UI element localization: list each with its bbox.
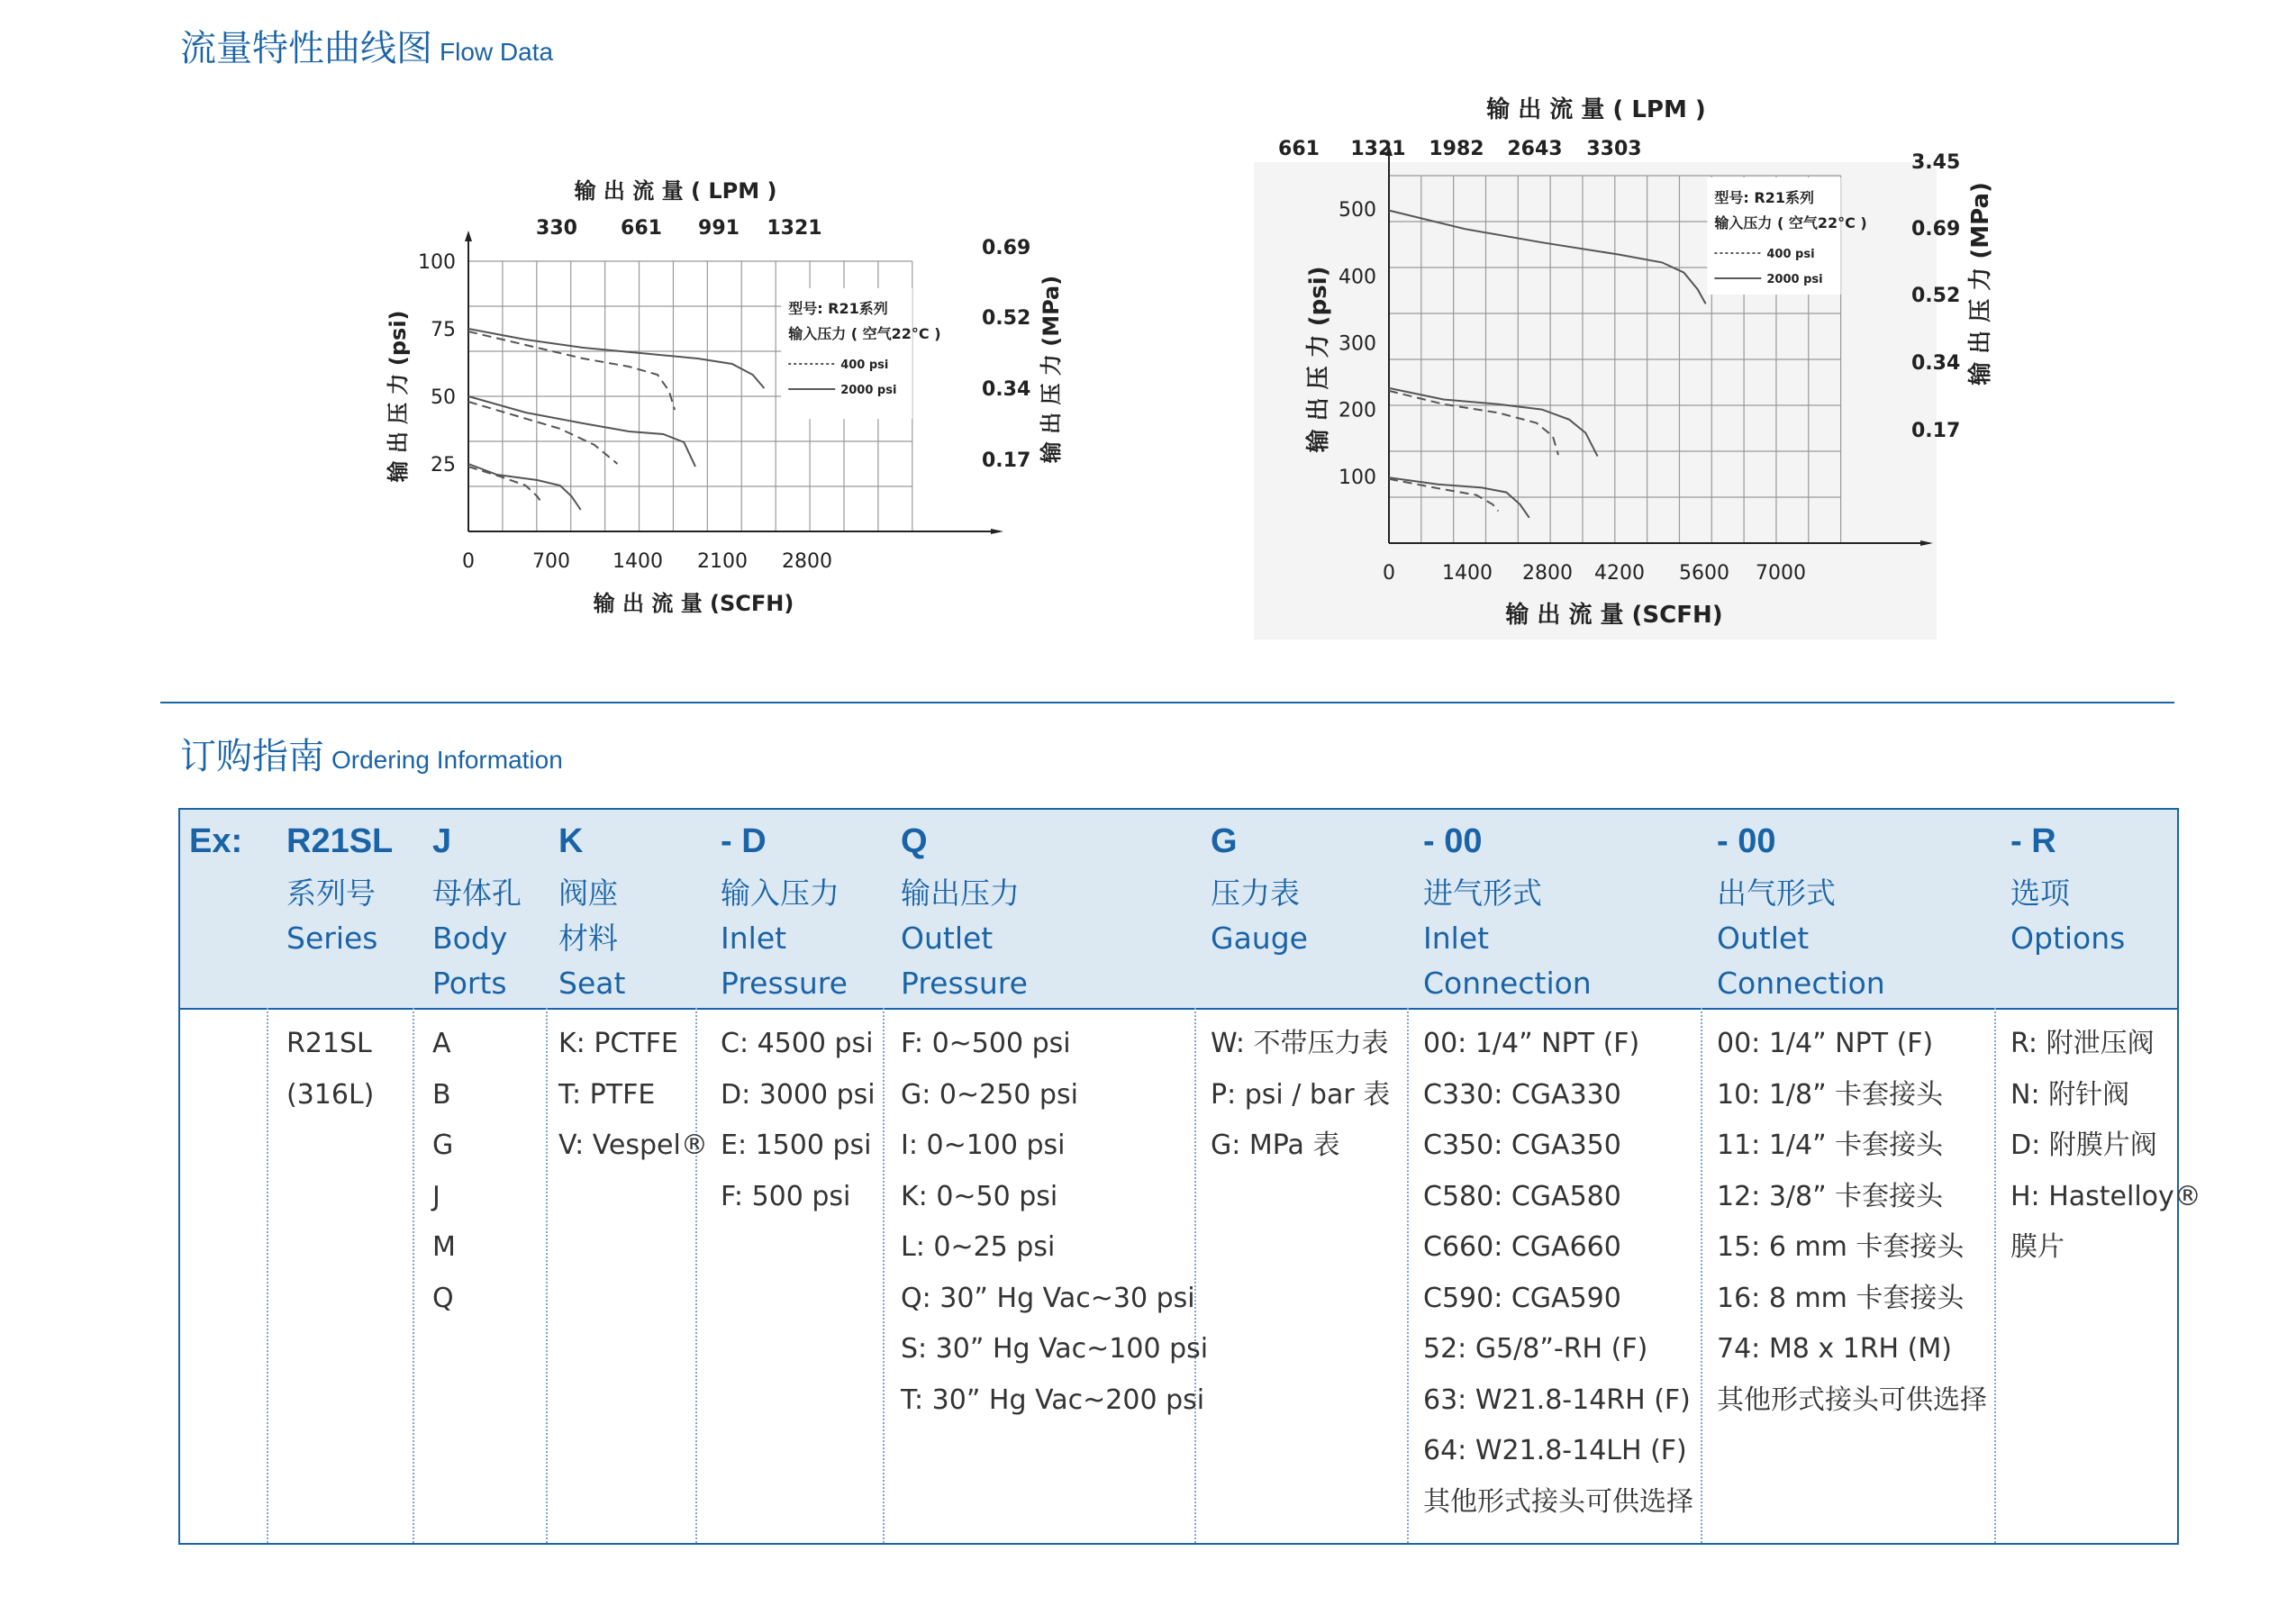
header-label-line: 阀座 xyxy=(558,876,618,911)
flow-title-zh: 流量特性曲线图 xyxy=(180,28,432,69)
option-value: D: 3000 psi xyxy=(721,1078,876,1111)
top-tick-label: 1982 xyxy=(1429,138,1484,160)
option-value: 74: M8 x 1RH (M) xyxy=(1717,1333,1952,1365)
option-value: C660: CGA660 xyxy=(1423,1231,1621,1263)
legend-model: 型号: R21系列 xyxy=(1714,189,1814,206)
option-value: E: 1500 psi xyxy=(721,1130,872,1161)
header-label-series xyxy=(286,871,377,961)
series-line xyxy=(1389,391,1558,455)
code-seat-material: K xyxy=(558,822,584,860)
x-tick-label: 2800 xyxy=(782,550,832,573)
y-tick-label-right: 0.52 xyxy=(1911,285,1961,307)
option-value: W: 不带压力表 xyxy=(1211,1028,1389,1059)
header-label-line: 母体孔 xyxy=(432,876,522,911)
option-value: M xyxy=(432,1231,456,1263)
y-axis-arrow xyxy=(465,231,472,241)
flow-title-en: Flow Data xyxy=(440,38,554,66)
x-tick-label: 2800 xyxy=(1522,562,1573,585)
header-label-line: 进气形式 xyxy=(1423,876,1542,911)
top-tick-label: 2643 xyxy=(1507,138,1563,160)
option-value: 16: 8 mm 卡套接头 xyxy=(1717,1282,1965,1314)
header-label-seat-material xyxy=(558,871,625,1006)
option-value: (316L) xyxy=(286,1078,375,1111)
code-inlet-pressure: - D xyxy=(721,822,767,860)
order-section-title xyxy=(180,728,563,779)
option-value: C590: CGA590 xyxy=(1423,1282,1621,1314)
x-axis-label: 输 出 流 量 (SCFH) xyxy=(593,591,794,616)
option-value: F: 0~500 psi xyxy=(901,1028,1071,1059)
header-label-line: Outlet xyxy=(901,921,994,956)
option-value: D: 附膜片阀 xyxy=(2010,1130,2157,1161)
top-axis-label: 输 出 流 量 ( LPM ) xyxy=(574,178,777,204)
column-separator xyxy=(413,1008,414,1543)
column-values-series xyxy=(286,1019,374,1120)
column-values-outlet-connection xyxy=(1717,1019,1987,1426)
x-tick-label: 1400 xyxy=(613,550,663,573)
option-value: C: 4500 psi xyxy=(721,1028,874,1059)
y-tick-label-right: 0.34 xyxy=(982,378,1031,401)
x-tick-label: 2100 xyxy=(697,550,748,573)
x-tick-label: 1400 xyxy=(1442,562,1493,585)
header-label-line: Pressure xyxy=(901,966,1028,1001)
series-line xyxy=(1389,479,1498,512)
series-line xyxy=(468,467,543,504)
code-example: Ex: xyxy=(189,822,243,860)
header-label-line: Body xyxy=(432,921,508,956)
x-axis-arrow xyxy=(1920,540,1933,546)
option-value: 64: W21.8-14LH (F) xyxy=(1423,1435,1687,1466)
header-label-gauge xyxy=(1211,871,1308,961)
header-label-line: Ports xyxy=(432,966,507,1001)
y-tick-label: 100 xyxy=(1339,466,1376,489)
option-value: Q: 30” Hg Vac~30 psi xyxy=(901,1282,1195,1314)
legend-inlet: 输入压力 ( 空气22°C ) xyxy=(1714,214,1867,231)
y-tick-label-right: 0.17 xyxy=(1911,420,1961,442)
y-tick-label: 200 xyxy=(1339,399,1376,422)
option-value: 其他形式接头可供选择 xyxy=(1717,1384,1987,1416)
x-tick-label: 5600 xyxy=(1679,562,1729,585)
code-gauge: G xyxy=(1211,822,1238,860)
option-value: H: Hastelloy® xyxy=(2010,1180,2201,1212)
option-value: A xyxy=(432,1028,451,1059)
column-values-body-ports xyxy=(432,1019,456,1324)
order-title-en: Ordering Information xyxy=(331,746,563,774)
y-tick-label: 300 xyxy=(1339,332,1376,356)
top-tick-label: 1321 xyxy=(1350,138,1406,160)
header-label-outlet-pressure xyxy=(901,871,1028,1006)
column-separator xyxy=(1407,1008,1409,1543)
header-label-line: Inlet xyxy=(721,921,787,956)
option-value: C580: CGA580 xyxy=(1423,1180,1621,1212)
y-tick-label: 400 xyxy=(1339,266,1376,289)
header-label-line: 出气形式 xyxy=(1717,876,1836,911)
option-value: J xyxy=(432,1180,440,1212)
option-value: F: 500 psi xyxy=(721,1180,851,1212)
legend-label: 400 psi xyxy=(840,358,889,372)
y-tick-label: 75 xyxy=(431,319,456,341)
x-tick-label: 0 xyxy=(462,550,475,573)
y-axis-label-left: 输 出 压 力 (psi) xyxy=(1305,266,1332,453)
option-value: Q xyxy=(432,1282,454,1314)
option-value: 膜片 xyxy=(2010,1231,2065,1263)
top-tick-label: 661 xyxy=(621,217,662,240)
header-label-line: 系列号 xyxy=(286,876,376,911)
option-value: G xyxy=(432,1130,454,1161)
y-tick-label-right: 3.45 xyxy=(1911,151,1961,174)
option-value: B xyxy=(432,1078,451,1111)
y-tick-label-right: 0.17 xyxy=(982,449,1031,472)
y-axis-label-right: 输 出 压 力 (MPa) xyxy=(1039,275,1064,464)
header-label-line: Outlet xyxy=(1717,921,1810,956)
option-value: L: 0~25 psi xyxy=(901,1231,1056,1263)
header-label-line: Connection xyxy=(1717,966,1885,1001)
header-label-inlet-connection xyxy=(1423,871,1592,1006)
header-label-line: Series xyxy=(286,921,378,956)
column-separator xyxy=(1994,1008,1996,1543)
option-value: 52: G5/8”-RH (F) xyxy=(1423,1333,1648,1365)
legend-inlet: 输入压力 ( 空气22°C ) xyxy=(788,325,941,342)
column-values-outlet-pressure xyxy=(901,1019,1208,1426)
option-value: T: 30” Hg Vac~200 psi xyxy=(901,1384,1205,1416)
code-options: - R xyxy=(2010,822,2056,860)
column-values-seat-material xyxy=(558,1019,708,1172)
header-label-line: Seat xyxy=(558,966,626,1001)
column-separator xyxy=(546,1008,548,1543)
option-value: C350: CGA350 xyxy=(1423,1130,1621,1161)
option-value: T: PTFE xyxy=(558,1078,656,1111)
series-line xyxy=(1389,211,1706,304)
option-value: G: 0~250 psi xyxy=(901,1078,1078,1111)
top-tick-label: 661 xyxy=(1278,138,1320,160)
header-label-line: 输入压力 xyxy=(721,876,839,911)
flow-chart-large xyxy=(1254,90,1992,649)
option-value: R21SL xyxy=(286,1028,372,1059)
legend-label: 2000 psi xyxy=(1766,273,1823,286)
top-tick-label: 991 xyxy=(698,217,740,240)
x-axis-arrow xyxy=(991,529,1003,534)
series-line xyxy=(468,329,764,388)
column-separator xyxy=(883,1008,885,1543)
option-value: 00: 1/4” NPT (F) xyxy=(1423,1028,1640,1059)
x-tick-label: 0 xyxy=(1383,562,1395,585)
header-label-body-ports xyxy=(432,871,522,1006)
header-label-line: 输出压力 xyxy=(901,876,1020,911)
option-value: N: 附针阀 xyxy=(2010,1078,2130,1111)
x-tick-label: 4200 xyxy=(1594,562,1645,585)
option-value: P: psi / bar 表 xyxy=(1211,1078,1391,1111)
option-value: C330: CGA330 xyxy=(1423,1078,1621,1111)
option-value: S: 30” Hg Vac~100 psi xyxy=(901,1333,1209,1365)
header-label-outlet-connection xyxy=(1717,871,1885,1006)
y-tick-label-right: 0.52 xyxy=(982,307,1031,330)
option-value: 12: 3/8” 卡套接头 xyxy=(1717,1180,1944,1212)
option-value: V: Vespel® xyxy=(558,1130,708,1161)
x-tick-label: 700 xyxy=(532,550,570,573)
y-tick-label-right: 0.34 xyxy=(1911,352,1961,375)
y-tick-label-right: 0.69 xyxy=(1911,218,1961,240)
legend-model: 型号: R21系列 xyxy=(788,300,888,317)
header-label-line: Connection xyxy=(1423,966,1592,1001)
y-axis-label-left: 输 出 压 力 (psi) xyxy=(386,310,411,483)
x-axis-label: 输 出 流 量 (SCFH) xyxy=(1505,602,1723,629)
ordering-table xyxy=(178,808,2201,1545)
option-value: 00: 1/4” NPT (F) xyxy=(1717,1028,1934,1059)
header-label-line: 压力表 xyxy=(1211,876,1300,911)
y-tick-label: 25 xyxy=(431,454,456,476)
y-tick-label: 100 xyxy=(418,251,456,274)
option-value: 15: 6 mm 卡套接头 xyxy=(1717,1231,1965,1263)
code-series: R21SL xyxy=(286,822,394,860)
section-divider xyxy=(160,702,2174,703)
y-tick-label: 50 xyxy=(431,386,456,409)
y-tick-label-right: 0.69 xyxy=(982,237,1031,259)
option-value: G: MPa 表 xyxy=(1211,1130,1340,1161)
y-tick-label: 500 xyxy=(1339,199,1376,222)
header-label-line: Gauge xyxy=(1211,921,1308,956)
column-values-inlet-pressure xyxy=(721,1019,876,1222)
legend-label: 2000 psi xyxy=(840,384,897,397)
header-label-line: Inlet xyxy=(1423,921,1490,956)
header-label-line: Options xyxy=(2010,921,2126,956)
column-values-options xyxy=(2010,1019,2201,1274)
code-inlet-connection: - 00 xyxy=(1423,822,1483,860)
option-value: R: 附泄压阀 xyxy=(2010,1028,2155,1059)
header-label-inlet-pressure xyxy=(721,871,848,1006)
series-line xyxy=(468,402,618,464)
option-value: I: 0~100 psi xyxy=(901,1130,1066,1161)
column-values-gauge xyxy=(1211,1019,1390,1172)
top-tick-label: 3303 xyxy=(1586,138,1642,160)
top-tick-label: 1321 xyxy=(767,217,822,240)
top-tick-label: 330 xyxy=(536,217,577,240)
option-value: 11: 1/4” 卡套接头 xyxy=(1717,1130,1944,1161)
code-body-ports: J xyxy=(432,822,452,860)
series-line xyxy=(468,331,675,410)
y-axis-label-right: 输 出 压 力 (MPa) xyxy=(1967,182,1994,386)
column-separator xyxy=(267,1008,268,1543)
legend-label: 400 psi xyxy=(1766,248,1815,261)
x-tick-label: 7000 xyxy=(1756,562,1806,585)
option-value: 63: W21.8-14RH (F) xyxy=(1423,1384,1691,1416)
header-label-line: 选项 xyxy=(2010,876,2070,911)
header-label-line: Pressure xyxy=(721,966,848,1001)
column-values-inlet-connection xyxy=(1423,1019,1693,1528)
flow-section-title xyxy=(180,20,553,71)
code-outlet-connection: - 00 xyxy=(1717,822,1776,860)
option-value: K: PCTFE xyxy=(558,1028,678,1059)
header-label-line: 材料 xyxy=(558,921,618,956)
option-value: K: 0~50 psi xyxy=(901,1180,1058,1212)
order-title-zh: 订购指南 xyxy=(180,736,324,777)
header-label-options xyxy=(2010,871,2125,961)
column-separator xyxy=(1701,1008,1702,1543)
top-axis-label: 输 出 流 量 ( LPM ) xyxy=(1486,96,1706,123)
option-value: 其他形式接头可供选择 xyxy=(1423,1485,1693,1518)
code-outlet-pressure: Q xyxy=(901,822,928,860)
flow-chart-small xyxy=(351,162,1072,649)
option-value: 10: 1/8” 卡套接头 xyxy=(1717,1078,1944,1111)
